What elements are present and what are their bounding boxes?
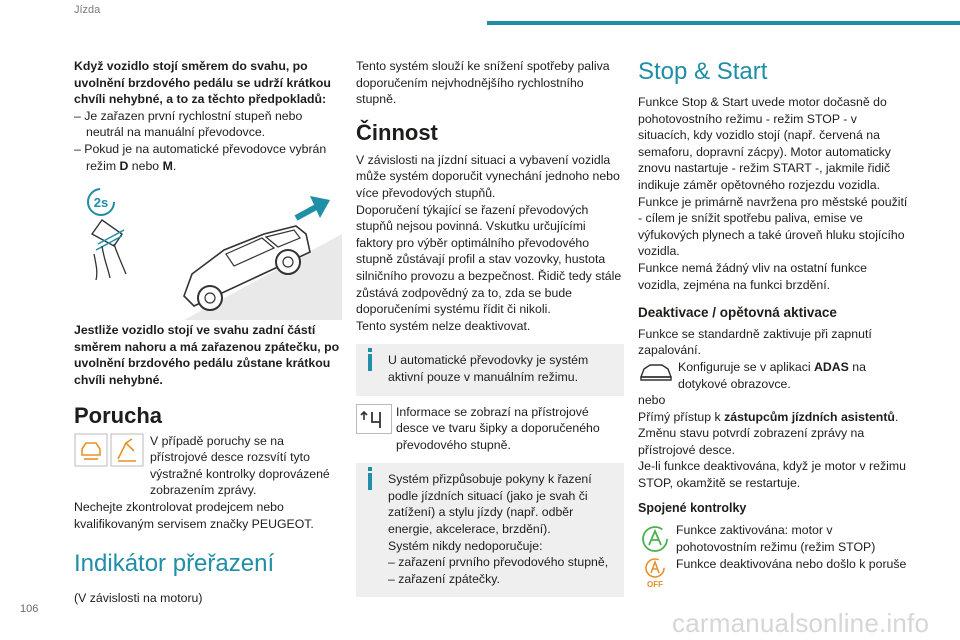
stop-start-p1: Funkce Stop & Start uvede motor dočasně do pohotovostního režimu - režim STOP - v situacích, kdy vozidlo stojí (např. červená na semaforu, dopravní zácpy). Motor automaticky znovu nastartuje - režim START -, jakmile řidič indikuje záměr opětovného rozjezdu vozidla. (638, 95, 891, 192)
warning-lights-icon (74, 433, 146, 467)
reverse-hill-text: Jestliže vozidlo stojí ve svahu zadní částí směrem nahoru a má zařazenou zpátečku, po uvolnění brzdového pedálu zůstane krátkou chvíli nehybné. (74, 323, 340, 387)
adas-app-text: Konfiguruje se v aplikaci ADAS na dotykové obrazovce. (678, 359, 866, 391)
gear-shift-arrow-icon (356, 404, 392, 434)
confirm-text: Změnu stavu potvrdí zobrazení zprávy na přístrojové desce. (638, 426, 865, 457)
gear-indicator-text: Informace se zobrazí na přístrojové desce ve tvaru šipky a doporučeného převodového stupně. (396, 404, 600, 452)
timer-badge: 2s (93, 195, 109, 211)
fault-warning-row (74, 433, 342, 499)
indicator-off-row (638, 556, 910, 590)
heading-deactivation: Deaktivace / opětovná aktivace (638, 305, 837, 321)
heading-stop-start: Stop & Start (638, 58, 768, 85)
note-never-item-2: – zařazení zpátečky. (388, 571, 500, 586)
heading-indicators: Spojené kontrolky (638, 500, 747, 515)
note-adapts-text: Systém přizpůsobuje pokyny k řazení podle jízdních situací (jako je svah či zatížení) a stylu jízdy (např. odběr energie, akcelerace, brzdění). (388, 472, 592, 537)
fault-service-text: Nechejte zkontrolovat prodejcem nebo kvalifikovaným servisem značky PEUGEOT. (74, 499, 314, 531)
condition-item-2: – Pokud je na automatické převodovce vybrán režim D nebo M. (74, 141, 327, 173)
hill-start-intro: Když vozidlo stojí směrem do svahu, po uvolnění brzdového pedálu se udrží krátkou chvíli nehybné, a to za těchto předpokladů: (74, 59, 331, 107)
direct-access-text: Přímý přístup k zástupcům jízdních asistentů. (638, 409, 899, 424)
indicator-active-row (638, 522, 910, 556)
column-left (74, 58, 342, 607)
note-adapts (356, 463, 624, 597)
column-middle (356, 58, 624, 597)
hill-start-illustration (74, 174, 342, 320)
fault-text: V případě poruchy se na přístrojové desce rozsvítí tyto výstražné kontrolky doprovázené zobrazením zprávy. (150, 433, 330, 498)
heading-cinnost: Činnost (356, 119, 438, 145)
auto-a-off-orange-icon (638, 556, 672, 590)
gsi-intro: Tento systém slouží ke snížení spotřeby paliva doporučením nejvhodnějšího rychlostního stupně. (356, 59, 610, 107)
stop-start-p2: Funkce je primárně navržena pro městské použití - cílem je snížit spotřebu paliva, emise ve výfukových plynech a také úroveň hluku stojícího vozidla. (638, 194, 908, 259)
stop-start-p3: Funkce nemá žádný vliv na ostatní funkce vozidla, zejména na funkci brzdění. (638, 260, 867, 292)
cinnost-p3: Tento systém nelze deaktivovat. (356, 318, 531, 333)
cinnost-p1: V závislosti na jízdní situaci a vybavení vozidla může systém doporučit vynechání jednoho nebo více převodových stupňů. (356, 152, 620, 200)
note-automatic-text: U automatické převodovky je systém aktivní pouze v manuálním režimu. (388, 353, 589, 384)
note-never-text: Systém nikdy nedoporučuje: (388, 538, 543, 553)
running-header: Jízda (74, 4, 101, 16)
deactivation-p1: Funkce se standardně zaktivuje při zapnutí zapalování. (638, 326, 872, 358)
off-label: OFF (647, 580, 663, 590)
auto-a-green-icon (638, 522, 672, 556)
indikator-subtitle: (V závislosti na motoru) (74, 591, 203, 606)
cinnost-p2: Doporučení týkající se řazení převodových stupňů nejsou povinná. Vskutku určujícími faktory pro výběr optimálního převodového stupně zůstávají profil a stav vozovky, hustota silničního provozu a bezpečnost. Řidič tedy stále zůstává zodpovědný za to, zda se bude doporučeními systému řídit či nikoli. (356, 202, 622, 317)
heading-porucha: Porucha (74, 402, 163, 428)
info-icon (368, 467, 372, 471)
note-never-item-1: – zařazení prvního převodového stupně, (388, 555, 609, 570)
info-icon (368, 348, 372, 352)
or-text: nebo (638, 393, 666, 408)
car-on-slope-icon (74, 174, 342, 320)
watermark: carmanualsonline.info (672, 608, 930, 638)
car-app-icon (638, 359, 674, 385)
heading-indikator: Indikátor přeřazení (74, 550, 275, 578)
adas-app-row (638, 359, 910, 392)
indicator-active-text: Funkce zaktivována: motor v pohotovostním režimu (režim STOP) (676, 523, 876, 554)
page-number: 106 (20, 603, 39, 615)
gear-indicator-row (356, 404, 624, 454)
header-rule (487, 21, 960, 25)
restart-text: Je-li funkce deaktivována, když je motor v režimu STOP, okamžitě se restartuje. (638, 459, 906, 491)
indicator-off-text: Funkce deaktivována nebo došlo k poruše (676, 557, 907, 572)
column-right (638, 58, 910, 590)
note-automatic (356, 344, 624, 395)
condition-item-1: – Je zařazen první rychlostní stupeň nebo neutrál na manuální převodovce. (74, 108, 303, 140)
